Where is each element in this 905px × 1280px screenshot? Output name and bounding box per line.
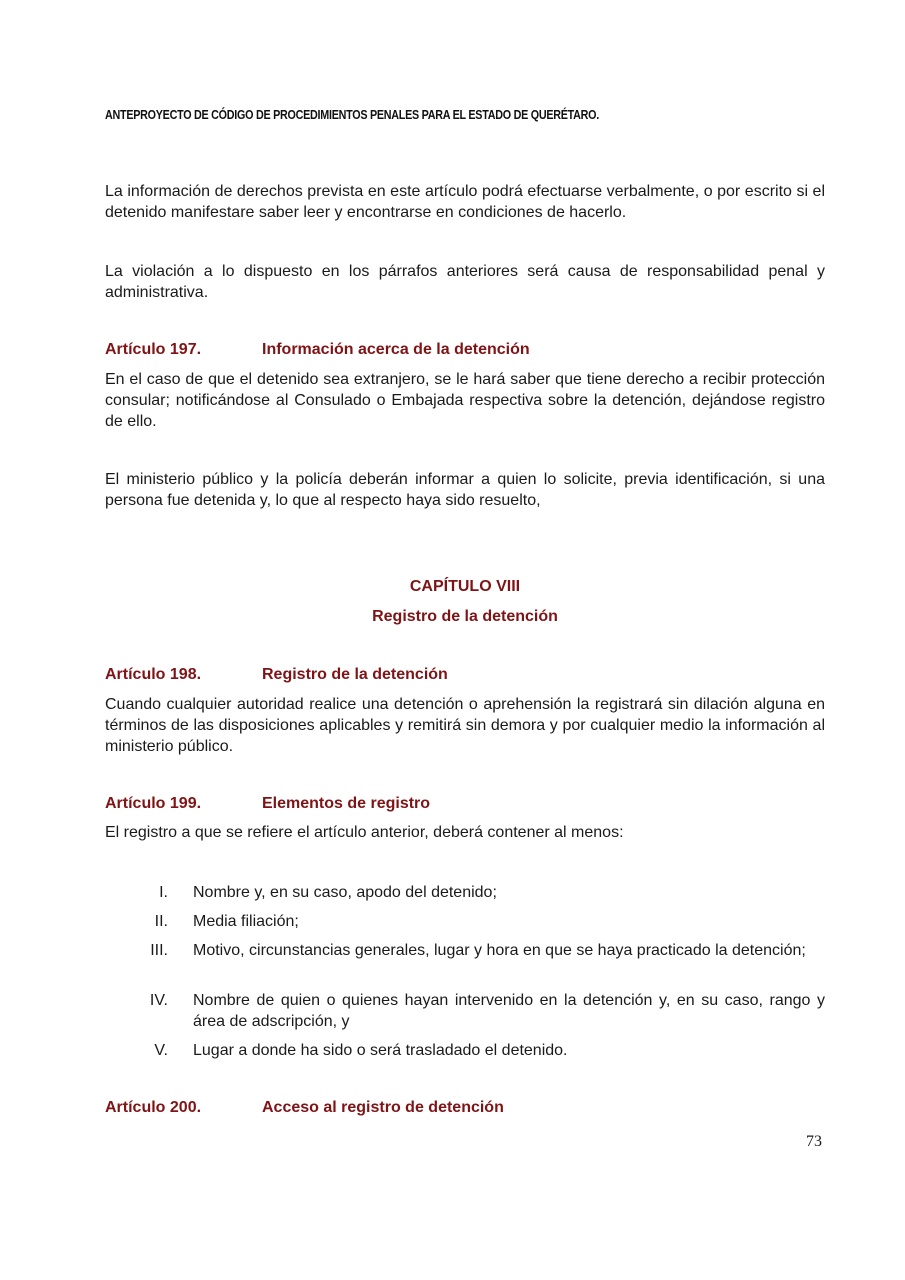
page-number: 73 — [806, 1133, 822, 1150]
list-text: Motivo, circunstancias generales, lugar y hora en que se haya practicado la detención; — [193, 942, 806, 959]
list-numeral: I. — [159, 884, 168, 901]
list-text: Media filiación; — [193, 913, 299, 930]
list-text: Nombre y, en su caso, apodo del detenido; — [193, 884, 497, 901]
article-title: Registro de la detención — [262, 666, 448, 683]
paragraph: Cuando cualquier autoridad realice una detención o aprehensión la registrará sin dilación alguna en términos de las disposiciones aplicables y remitirá sin demora y por cualquier medio la información al ministerio público. — [105, 696, 825, 755]
paragraph: La violación a lo dispuesto en los párrafos anteriores será causa de responsabilidad penal y administrativa. — [105, 263, 825, 301]
paragraph: El registro a que se refiere el artículo anterior, deberá contener al menos: — [105, 824, 624, 841]
list-numeral: V. — [154, 1042, 168, 1059]
paragraph: La información de derechos prevista en este artículo podrá efectuarse verbalmente, o por escrito si el detenido manifestare saber leer y encontrarse en condiciones de hacerlo. — [105, 183, 825, 221]
paragraph: En el caso de que el detenido sea extranjero, se le hará saber que tiene derecho a recibir protección consular; notificándose al Consulado o Embajada respectiva sobre la detención, dejándose registro de ello. — [105, 371, 825, 430]
paragraph: El ministerio público y la policía deberán informar a quien lo solicite, previa identificación, si una persona fue detenida y, lo que al respecto haya sido resuelto, — [105, 471, 825, 509]
article-number: Artículo 200. — [105, 1099, 202, 1116]
list-numeral: III. — [150, 942, 168, 959]
document-header: ANTEPROYECTO DE CÓDIGO DE PROCEDIMIENTOS PENALES PARA EL ESTADO DE QUERÉTARO. — [105, 108, 600, 122]
article-199-heading — [105, 795, 430, 813]
list-text: Lugar a donde ha sido o será trasladado el detenido. — [193, 1042, 568, 1059]
article-197-heading — [105, 341, 530, 359]
chapter-label: CAPÍTULO VIII — [409, 578, 521, 595]
list-text: Nombre de quien o quienes hayan intervenido en la detención y, en su caso, rango y área de adscripción, y — [193, 992, 825, 1030]
article-200-heading — [105, 1099, 504, 1117]
list-numeral: II. — [154, 913, 168, 930]
article-number: Artículo 198. — [105, 666, 202, 683]
chapter-title: Registro de la detención — [372, 608, 558, 625]
article-title: Acceso al registro de detención — [262, 1099, 504, 1116]
article-198-heading — [105, 666, 448, 684]
article-number: Artículo 199. — [105, 795, 202, 812]
list-numeral: IV. — [149, 992, 168, 1009]
article-title: Elementos de registro — [262, 795, 431, 812]
article-title: Información acerca de la detención — [262, 341, 530, 358]
article-number: Artículo 197. — [105, 341, 202, 358]
